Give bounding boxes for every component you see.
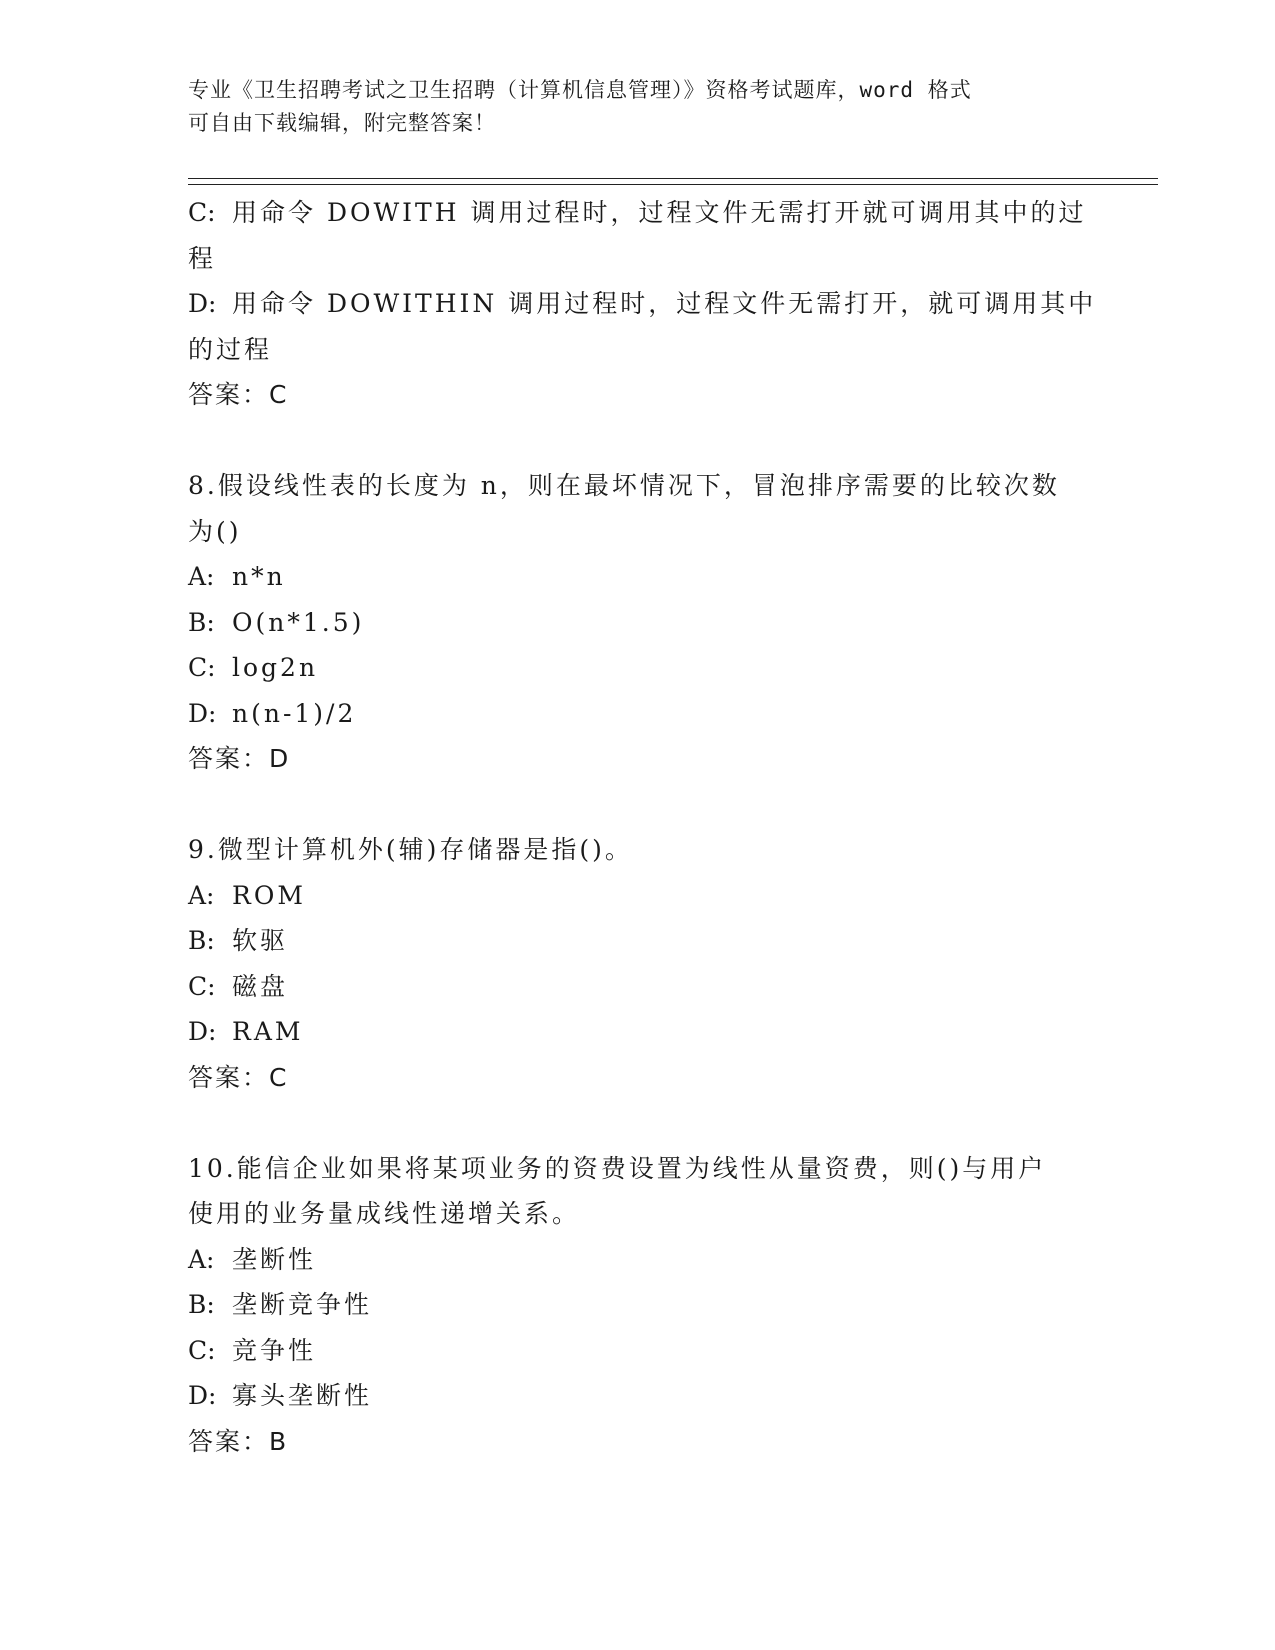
- option-label: D:: [188, 698, 217, 728]
- option-label: B:: [188, 1290, 215, 1319]
- option-c: [188, 964, 1088, 1010]
- question-block-10: [188, 1146, 1088, 1465]
- option-label: C:: [188, 1335, 216, 1365]
- question-list: [188, 190, 1097, 1464]
- option-b: [188, 918, 1088, 964]
- option-b: [188, 600, 1088, 646]
- option-b: [188, 1282, 1088, 1328]
- question-stem-continued: 使用的业务量成线性递增关系。: [188, 1199, 581, 1228]
- option-text: 垄断竞争性: [232, 1290, 373, 1319]
- option-text: 竞争性: [232, 1335, 317, 1365]
- option-text: 用命令 DOWITH 调用过程时，过程文件无需打开就可调用其中的过: [232, 198, 1087, 227]
- option-label: C:: [188, 971, 216, 1001]
- option-text: ROM: [232, 880, 306, 910]
- question-block-9: [188, 827, 1088, 1100]
- question-block-7: [188, 190, 1097, 418]
- answer-line: 答案：B: [188, 1426, 289, 1456]
- document-header: [188, 74, 1078, 140]
- option-a: [188, 1237, 1088, 1283]
- option-text: 用命令 DOWITHIN 调用过程时，过程文件无需打开，就可调用其中: [232, 289, 1097, 318]
- option-label: A:: [188, 1244, 215, 1274]
- option-d-continued: 的过程: [188, 334, 273, 364]
- option-text: n(n-1)/2: [232, 698, 357, 728]
- option-text: RAM: [232, 1017, 304, 1046]
- option-label: C:: [188, 653, 216, 682]
- question-stem: 10.能信企业如果将某项业务的资费设置为线性从量资费，则()与用户: [188, 1153, 1047, 1183]
- option-text: n*n: [232, 562, 286, 591]
- spacer: [188, 418, 1088, 464]
- option-text: log2n: [232, 653, 319, 682]
- option-text: 寡头垄断性: [232, 1381, 373, 1410]
- option-label: B:: [188, 607, 215, 637]
- header-line-1: 专业《卫生招聘考试之卫生招聘（计算机信息管理）》资格考试题库，word 格式: [188, 78, 972, 102]
- question-stem-continued: 为(): [188, 516, 242, 546]
- header-divider-top: [188, 178, 1158, 179]
- option-label: A:: [188, 562, 215, 591]
- question-stem: 8.假设线性表的长度为 n，则在最坏情况下，冒泡排序需要的比较次数: [188, 471, 1060, 500]
- option-text: 软驱: [232, 926, 289, 955]
- header-line-2: 可自由下载编辑，附完整答案！: [188, 111, 496, 135]
- question-block-8: [188, 463, 1088, 782]
- option-label: B:: [188, 926, 215, 955]
- option-label: D:: [188, 1381, 217, 1410]
- option-text: 垄断性: [232, 1244, 317, 1274]
- option-d: [188, 1009, 1088, 1055]
- header-divider-bottom: [188, 184, 1158, 185]
- answer-line: 答案：C: [188, 1062, 289, 1092]
- option-d: [188, 1373, 1088, 1419]
- option-c: [188, 1328, 1088, 1374]
- spacer: [188, 1100, 1088, 1146]
- option-text: O(n*1.5): [232, 607, 365, 637]
- question-stem: 9.微型计算机外(辅)存储器是指()。: [188, 835, 633, 864]
- option-label: D:: [188, 1017, 217, 1046]
- option-c-continued: 程: [188, 243, 217, 273]
- option-d: [188, 691, 1088, 737]
- option-a: [188, 873, 1088, 919]
- option-label: C:: [188, 198, 216, 227]
- option-a: [188, 554, 1088, 600]
- spacer: [188, 782, 1088, 828]
- answer-line: 答案：C: [188, 380, 289, 409]
- option-label: A:: [188, 880, 215, 910]
- answer-line: 答案：D: [188, 744, 291, 773]
- option-c: [188, 190, 1088, 236]
- option-d: [188, 281, 1097, 327]
- option-text: 磁盘: [232, 971, 289, 1001]
- option-label: D:: [188, 289, 217, 318]
- option-c: [188, 645, 1088, 691]
